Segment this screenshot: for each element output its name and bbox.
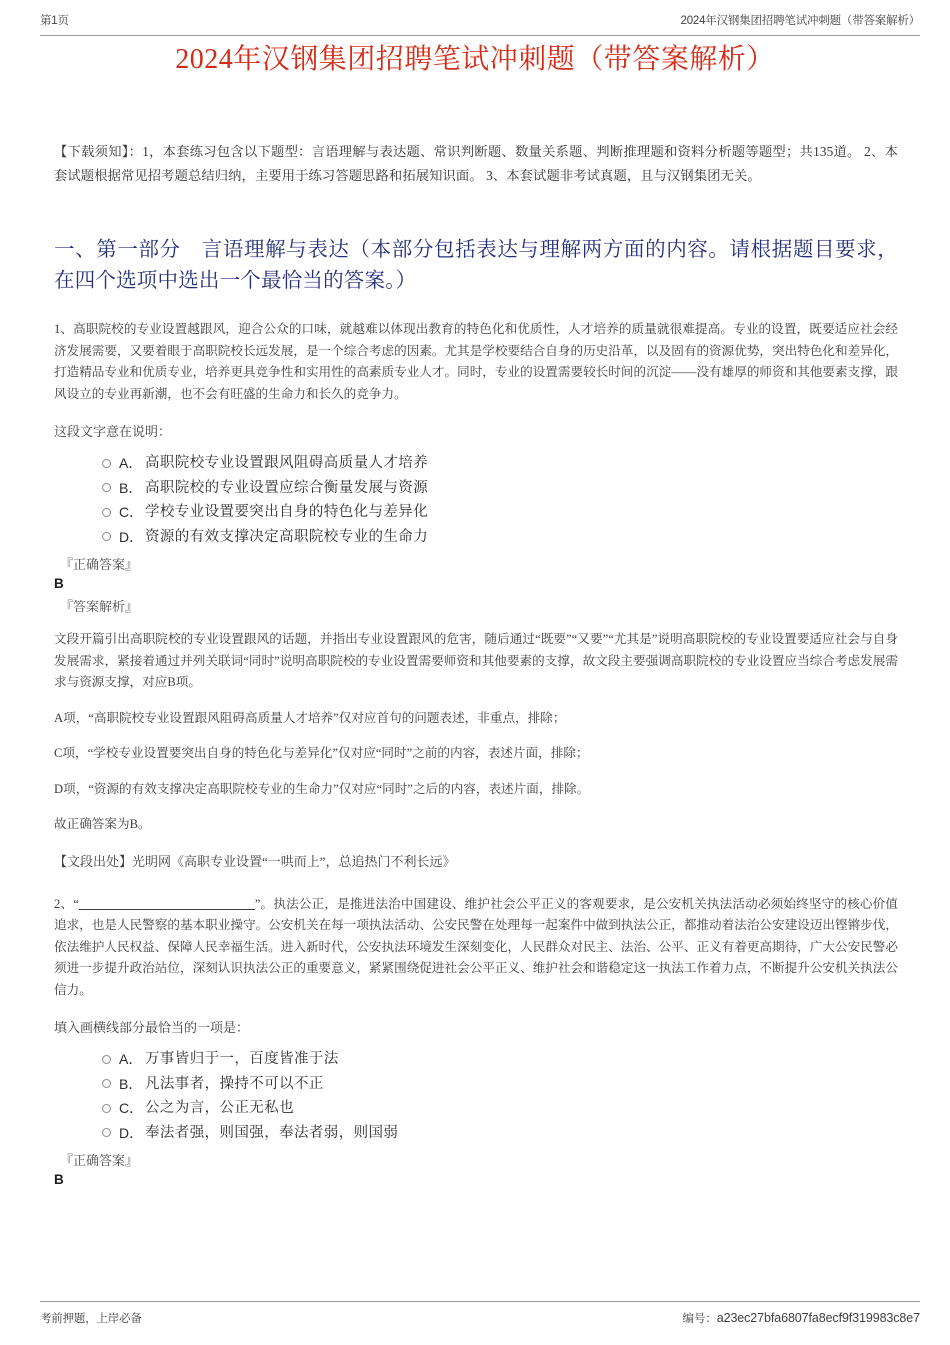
explanation-paragraph: 文段开篇引出高职院校的专业设置跟风的话题，并指出专业设置跟风的危害，随后通过“既要”“又要”“尤其是”说明高职院校的专业设置要适应社会与自身发展需求，紧接着通过并列关联词“同时”说明高职院校的专业设置需要师资和其他要素的支撑，故文段主要强调高职院校的专业设置应当综合考虑发展需求与资源支撑，对应B项。 <box>54 632 898 689</box>
explanation-conclusion: 故正确答案为B。 <box>54 817 151 831</box>
option-list <box>54 1047 898 1145</box>
option-text: 高职院校的专业设置应综合衡量发展与资源 <box>145 479 429 496</box>
question-stem-prefix: 2、“ <box>54 896 79 911</box>
option-row-a[interactable] <box>54 451 898 476</box>
question-prompt: 填入画横线部分最恰当的一项是： <box>54 1020 250 1035</box>
explanation-label: 『答案解析』 <box>60 599 139 614</box>
radio-button-icon[interactable] <box>102 483 111 492</box>
option-letter: C． <box>119 1100 144 1117</box>
option-letter: D． <box>119 528 144 545</box>
option-text: 公之为言，公正无私也 <box>145 1100 294 1117</box>
option-row-a[interactable] <box>54 1047 898 1072</box>
page-header <box>40 14 920 36</box>
option-row-d[interactable] <box>54 525 898 550</box>
footer-code <box>683 1310 920 1327</box>
question-stem <box>54 894 898 1002</box>
correct-answer-label: 『正确答案』 <box>60 557 139 572</box>
question-prompt: 这段文字意在说明： <box>54 424 172 439</box>
radio-button-icon[interactable] <box>102 1128 111 1137</box>
correct-answer-value: B <box>54 576 64 591</box>
radio-button-icon[interactable] <box>102 1055 111 1064</box>
explanation-paragraph: D项，“资源的有效支撑决定高职院校专业的生命力”仅对应“同时”之后的内容，表述片面，排除。 <box>54 781 590 796</box>
option-text: 高职院校专业设置跟风阻碍高质量人才培养 <box>145 455 429 472</box>
footer-code-label: 编号： <box>682 1313 717 1325</box>
radio-button-icon[interactable] <box>102 532 111 541</box>
option-letter: B． <box>119 479 143 496</box>
option-letter: D． <box>119 1124 144 1141</box>
option-letter: B． <box>119 1075 143 1092</box>
document-body <box>54 140 898 1189</box>
page-footer <box>40 1301 920 1327</box>
option-text: 奉法者强，则国强，奉法者弱，则国弱 <box>145 1124 399 1141</box>
question-stem-suffix: ”。执法公正，是推进法治中国建设、维护社会公平正义的客观要求，是公安机关执法活动必须始终坚守的核心价值追求，也是人民警察的基本职业操守。公安机关在每一项执法活动、公安民警在处理每一起案件中做到执法公正，都推动着法治公安建设迈出铿锵步伐，依法维护人民权益、保障人民幸福生活。进入新时代，公安执法环境发生深刻变化，人民群众对民主、法治、公平、正义有着更高期待，广大公安民警必须进一步提升政治站位，深刻认识执法公正的重要意义，紧紧围绕促进社会公平正义、维护社会和谐稳定这一执法工作着力点，不断提升公安机关执法公信力。 <box>54 896 899 997</box>
question-stem: 1、高职院校的专业设置越跟风，迎合公众的口味，就越难以体现出教育的特色化和优质性，人才培养的质量就很难提高。专业的设置，既要适应社会经济发展需要，又要着眼于高职院校长远发展，是一个综合考虑的因素。尤其是学校要结合自身的历史沿革，以及固有的资源优势，突出特色化和差异化，打造精品专业和优质专业，培养更具竞争性和实用性的高素质专业人才。同时，专业的设置需要较长时间的沉淀——没有雄厚的师资和其他要素支撑，跟风设立的专业再新潮，也不会有旺盛的生命力和长久的竞争力。 <box>54 322 898 401</box>
source-citation: 【文段出处】光明网《高职专业设置“一哄而上”，总追热门不利长远》 <box>54 853 456 869</box>
running-title: 2024年汉钢集团招聘笔试冲刺题（带答案解析） <box>680 15 920 27</box>
option-text: 资源的有效支撑决定高职院校专业的生命力 <box>145 528 429 545</box>
option-text: 学校专业设置要突出自身的特色化与差异化 <box>145 504 429 521</box>
radio-button-icon[interactable] <box>102 1079 111 1088</box>
section-heading: 一、第一部分 言语理解与表达（本部分包括表达与理解两方面的内容。请根据题目要求，在四个选项中选出一个最恰当的答案。） <box>54 239 898 292</box>
option-text: 凡法事者，操持不可以不正 <box>145 1075 324 1092</box>
question-block-2 <box>54 894 898 1190</box>
option-row-b[interactable] <box>54 1072 898 1097</box>
radio-button-icon[interactable] <box>102 508 111 517</box>
option-row-d[interactable] <box>54 1121 898 1146</box>
option-row-c[interactable] <box>54 1096 898 1121</box>
correct-answer-label: 『正确答案』 <box>60 1153 139 1168</box>
page-number-label: 第1页 <box>40 15 69 27</box>
footer-code-value: a23ec27bfa6807fa8ecf9f319983c8e7 <box>716 1311 920 1325</box>
explanation-paragraph: A项，“高职院校专业设置跟风阻碍高质量人才培养”仅对应首句的问题表述，非重点，排除； <box>54 710 566 725</box>
radio-button-icon[interactable] <box>102 1104 111 1113</box>
option-row-c[interactable] <box>54 500 898 525</box>
correct-answer-value: B <box>54 1172 64 1187</box>
page-title: 2024年汉钢集团招聘笔试冲刺题（带答案解析） <box>175 44 775 75</box>
option-letter: A． <box>119 1051 143 1068</box>
option-row-b[interactable] <box>54 476 898 501</box>
fill-in-blank <box>79 898 255 910</box>
download-notice: 【下载须知】：1，本套练习包含以下题型：言语理解与表达题、常识判断题、数量关系题、判断推理题和资料分析题等题型；共135道。 2、本套试题根据常见招考题总结归纳，主要用于练习答题思路和拓展知识面。 3、本套试题非考试真题，且与汉钢集团无关。 <box>54 144 898 183</box>
option-list <box>54 451 898 549</box>
explanation-paragraph: C项，“学校专业设置要突出自身的特色化与差异化”仅对应“同时”之前的内容，表述片面，排除； <box>54 746 589 760</box>
question-block-1 <box>54 319 898 872</box>
footer-slogan: 考前押题，上岸必备 <box>40 1313 142 1325</box>
option-letter: A． <box>119 455 143 472</box>
radio-button-icon[interactable] <box>102 459 111 468</box>
option-text: 万事皆归于一，百度皆准于法 <box>145 1051 339 1068</box>
option-letter: C． <box>119 504 144 521</box>
